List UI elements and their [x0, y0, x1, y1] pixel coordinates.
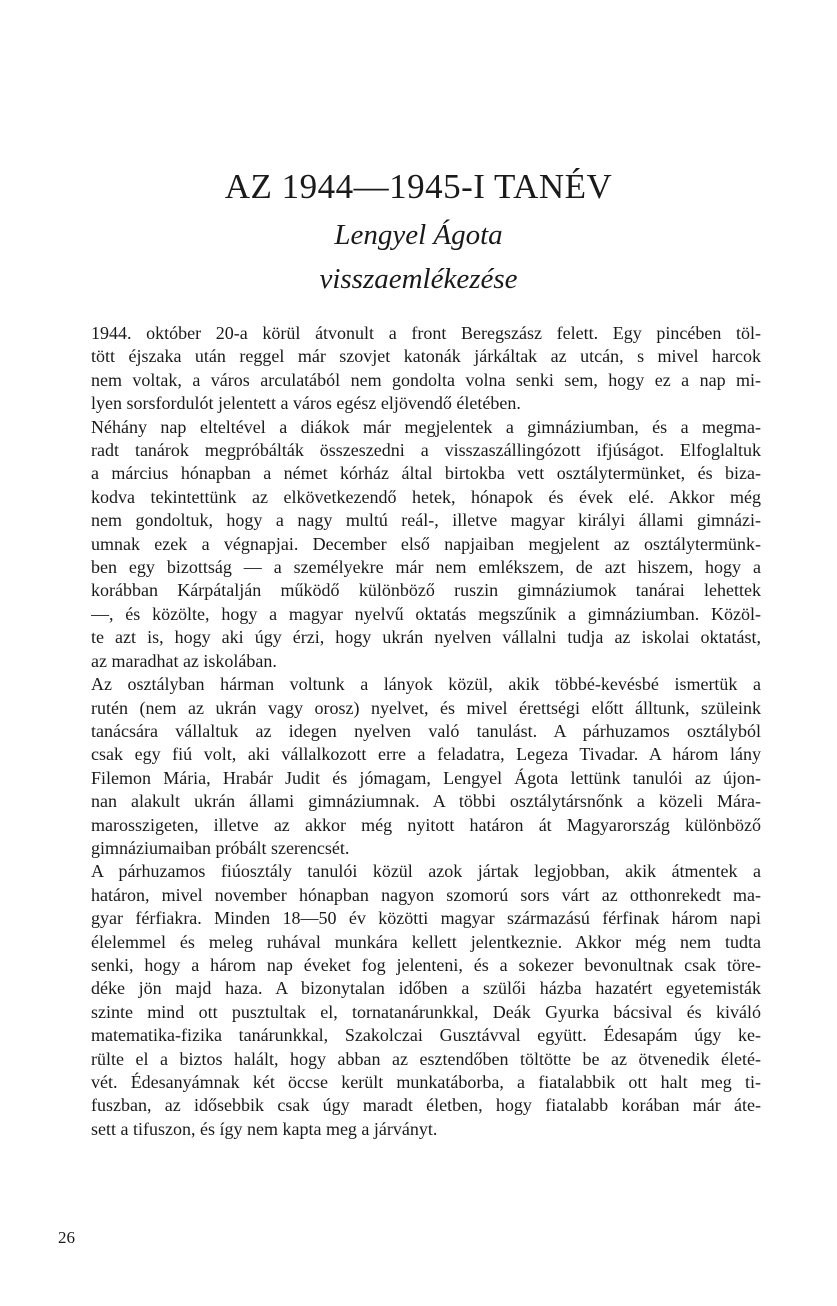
text-line: matematika-fizika tanárunkkal, Szakolczai Gusztávval együtt. Édesapám úgy ke-: [91, 1025, 761, 1046]
text-line: gimnáziumaiban próbált szerencsét.: [91, 837, 350, 858]
text-line: Néhány nap elteltével a diákok már megjelentek a gimnáziumban, és a megma-: [91, 416, 761, 437]
page-number: 26: [58, 1228, 75, 1247]
text-line: ben egy bizottság — a személyekre már nem emlékszem, de azt hiszem, hogy a: [91, 557, 761, 578]
body-text: [91, 322, 761, 1141]
text-line: déke jön majd haza. A bizonytalan időben a szülői házba hazatért egyetemisták: [91, 978, 761, 999]
text-line: Az osztályban hárman voltunk a lányok közül, akik többé-kevésbé ismertük a: [91, 674, 761, 695]
text-line: fuszban, az idősebbik csak úgy maradt életben, hogy fiatalabb korában már áte-: [91, 1095, 761, 1116]
text-line: gyar férfiakra. Minden 18—50 év közötti magyar származású férfinak három napi: [91, 908, 761, 929]
text-line: vét. Édesanyámnak két öccse került munkatáborba, a fiatalabbik ott halt meg ti-: [91, 1072, 761, 1092]
text-line: lyen sorsfordulót jelentett a város egész eljövendő életében.: [91, 393, 521, 414]
text-line: tött éjszaka után reggel már szovjet katonák járkáltak az utcán, s mivel harcok: [91, 346, 761, 367]
text-line: az maradhat az iskolában.: [91, 650, 277, 671]
text-line: nan alakult ukrán állami gimnáziumnak. A többi osztálytársnőnk a közeli Mára-: [91, 791, 761, 812]
text-line: élelemmel és meleg ruhával munkára kellett jelentkeznie. Akkor még nem tudta: [91, 931, 761, 952]
text-line: rülte el a biztos halált, hogy abban az esztendőben töltötte be az ötvenedik életé-: [91, 1048, 761, 1069]
author-name: Lengyel Ágota: [334, 219, 503, 251]
text-line: nem voltak, a város arculatából nem gondolta volna senki sem, hogy ez a nap mi-: [91, 369, 761, 390]
text-line: —, és közölte, hogy a magyar nyelvű oktatás megszűnik a gimnáziumban. Közöl-: [91, 603, 761, 624]
text-line: umnak ezek a végnapjai. December első napjaiban megjelent az osztálytermünk-: [91, 533, 761, 554]
text-line: rutén (nem az ukrán vagy orosz) nyelvet, és mivel érettségi előtt álltunk, szüleink: [91, 697, 761, 718]
text-line: csak egy fiú volt, aki vállalkozott erre a feladatra, Legeza Tivadar. A három lány: [91, 744, 761, 765]
text-line: te azt is, hogy aki úgy érzi, hogy ukrán nyelven vállalni tudja az iskolai oktatást,: [91, 627, 761, 648]
text-line: A párhuzamos fiúosztály tanulói közül azok jártak legjobban, akik átmentek a: [91, 861, 761, 882]
text-line: kodva tekintettünk az elkövetkezendő hetek, hónapok és évek elé. Akkor még: [91, 486, 761, 507]
text-line: a március hónapban a német kórház által birtokba vett osztálytermünket, és biza-: [91, 463, 761, 484]
text-line: korábban Kárpátalján működő különböző ruszin gimnáziumok tanárai lehettek: [91, 580, 761, 601]
text-line: senki, hogy a három nap éveket fog jelenteni, és a sokezer bevonultnak csak töre-: [91, 954, 761, 975]
text-line: tanácsára vállaltuk az idegen nyelven való tanulást. A párhuzamos osztályból: [91, 720, 761, 741]
text-line: határon, mivel november hónapban nagyon szomorú sors várt az otthonrekedt ma-: [91, 884, 761, 905]
text-line: nem gondoltuk, hogy a nagy multú reál-, illetve magyar királyi állami gimnázi-: [91, 510, 761, 531]
text-line: sett a tifuszon, és így nem kapta meg a járványt.: [91, 1118, 438, 1139]
text-line: marosszigeten, illetve az akkor még nyitott határon át Magyarország különböző: [91, 814, 761, 835]
text-line: Filemon Mária, Hrabár Judit és jómagam, Lengyel Ágota lettünk tanulói az újon-: [91, 767, 761, 788]
article-subtitle: visszaemlékezése: [319, 263, 518, 295]
text-line: szinte mind ott pusztultak el, tornatanárunkkal, Deák Gyurka bácsival és kiváló: [91, 1001, 761, 1022]
text-line: radt tanárok megpróbálták összeszedni a visszaszállingózott ifjúságot. Elfoglaltuk: [91, 440, 761, 461]
text-line: 1944. október 20-a körül átvonult a front Beregszász felett. Egy pincében töl-: [91, 323, 761, 343]
article-title: AZ 1944—1945-I TANÉV: [224, 167, 613, 206]
